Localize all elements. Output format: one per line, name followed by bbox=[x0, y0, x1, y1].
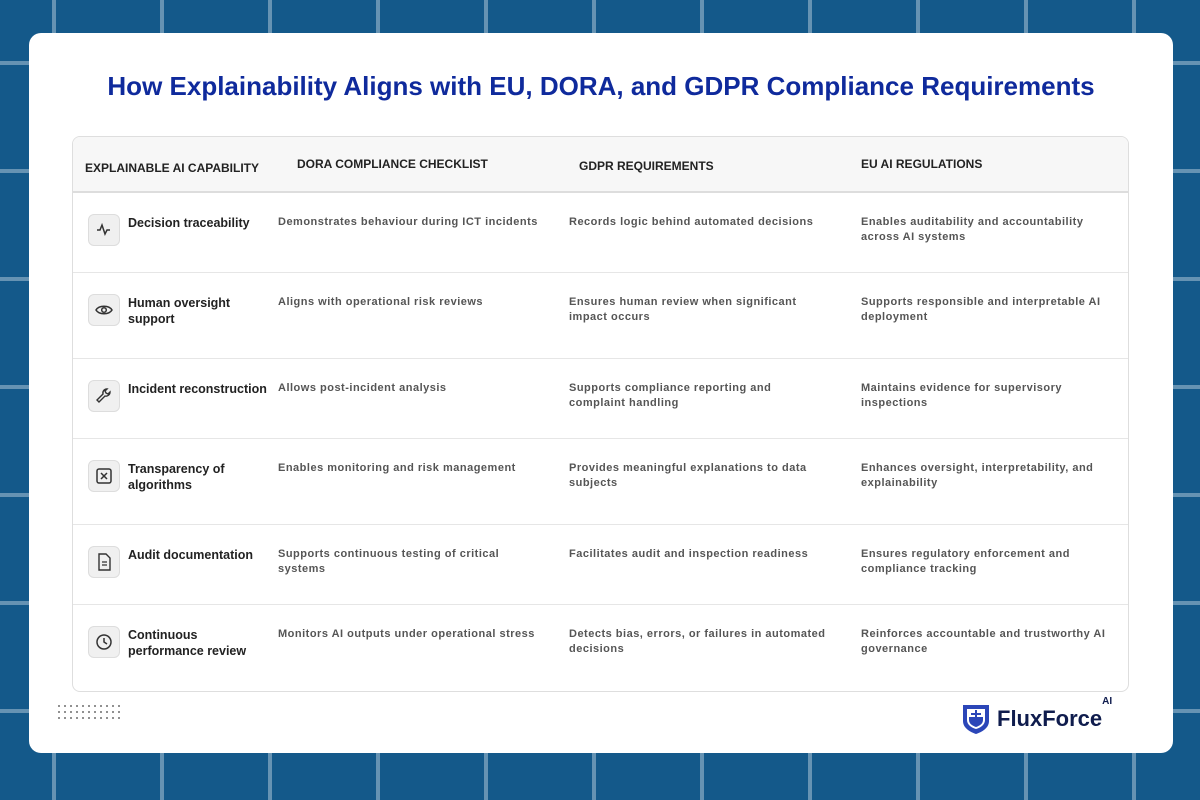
header-eu: EU AI REGULATIONS bbox=[861, 157, 983, 171]
dot-pattern bbox=[56, 703, 122, 721]
activity-icon bbox=[88, 214, 120, 246]
dora-cell: Aligns with operational risk reviews bbox=[278, 296, 484, 308]
capability-cell: Incident reconstruction bbox=[128, 382, 267, 396]
logo-sup: AI bbox=[1102, 696, 1113, 707]
document-icon bbox=[88, 546, 120, 578]
eu-cell: Enhances oversight, interpretability, and explainability bbox=[861, 462, 1094, 489]
page-title: How Explainability Aligns with EU, DORA, and GDPR Compliance Requirements bbox=[107, 71, 1095, 101]
clock-icon bbox=[88, 626, 120, 658]
capability-cell: Human oversight support bbox=[128, 296, 231, 326]
table-row bbox=[73, 193, 1128, 273]
eu-cell: Maintains evidence for supervisory inspections bbox=[861, 382, 1063, 409]
dora-cell: Allows post-incident analysis bbox=[278, 382, 447, 394]
capability-cell: Audit documentation bbox=[128, 548, 253, 562]
gdpr-cell: Facilitates audit and inspection readiness bbox=[569, 548, 809, 560]
x-square-icon bbox=[88, 460, 120, 492]
table-row bbox=[73, 359, 1128, 439]
table-row bbox=[73, 525, 1128, 605]
capability-cell: Transparency of algorithms bbox=[128, 462, 225, 492]
shield-logo-icon bbox=[961, 703, 991, 735]
table-row bbox=[73, 605, 1128, 691]
table-row bbox=[73, 273, 1128, 359]
dora-cell: Monitors AI outputs under operational stress bbox=[278, 628, 535, 640]
eu-cell: Enables auditability and accountability across AI systems bbox=[861, 216, 1084, 243]
eu-cell: Supports responsible and interpretable AI deployment bbox=[861, 296, 1101, 323]
fluxforce-logo bbox=[961, 696, 1113, 735]
gdpr-cell: Records logic behind automated decisions bbox=[569, 216, 814, 228]
table-row bbox=[73, 439, 1128, 525]
gdpr-cell: Provides meaningful explanations to data subjects bbox=[569, 462, 807, 489]
dora-cell: Supports continuous testing of critical systems bbox=[278, 548, 500, 575]
capability-cell: Continuous performance review bbox=[128, 628, 247, 658]
header-gdpr: GDPR REQUIREMENTS bbox=[579, 159, 714, 173]
gdpr-cell: Detects bias, errors, or failures in automated decisions bbox=[569, 628, 826, 655]
compliance-table bbox=[72, 136, 1129, 692]
eye-icon bbox=[88, 294, 120, 326]
table-header bbox=[73, 137, 1128, 193]
gdpr-cell: Ensures human review when significant impact occurs bbox=[569, 296, 797, 323]
eu-cell: Ensures regulatory enforcement and compliance tracking bbox=[861, 548, 1070, 575]
logo-text bbox=[997, 696, 1113, 732]
infographic-card bbox=[29, 33, 1173, 753]
logo-name: FluxForce bbox=[997, 706, 1103, 731]
header-dora: DORA COMPLIANCE CHECKLIST bbox=[297, 157, 488, 171]
capability-cell: Decision traceability bbox=[128, 216, 250, 230]
eu-cell: Reinforces accountable and trustworthy AI governance bbox=[861, 628, 1106, 655]
dora-cell: Enables monitoring and risk management bbox=[278, 462, 516, 474]
gdpr-cell: Supports compliance reporting and complaint handling bbox=[569, 382, 772, 409]
wrench-icon bbox=[88, 380, 120, 412]
dora-cell: Demonstrates behaviour during ICT incidents bbox=[278, 216, 538, 228]
header-capability: EXPLAINABLE AI CAPABILITY bbox=[85, 161, 260, 175]
